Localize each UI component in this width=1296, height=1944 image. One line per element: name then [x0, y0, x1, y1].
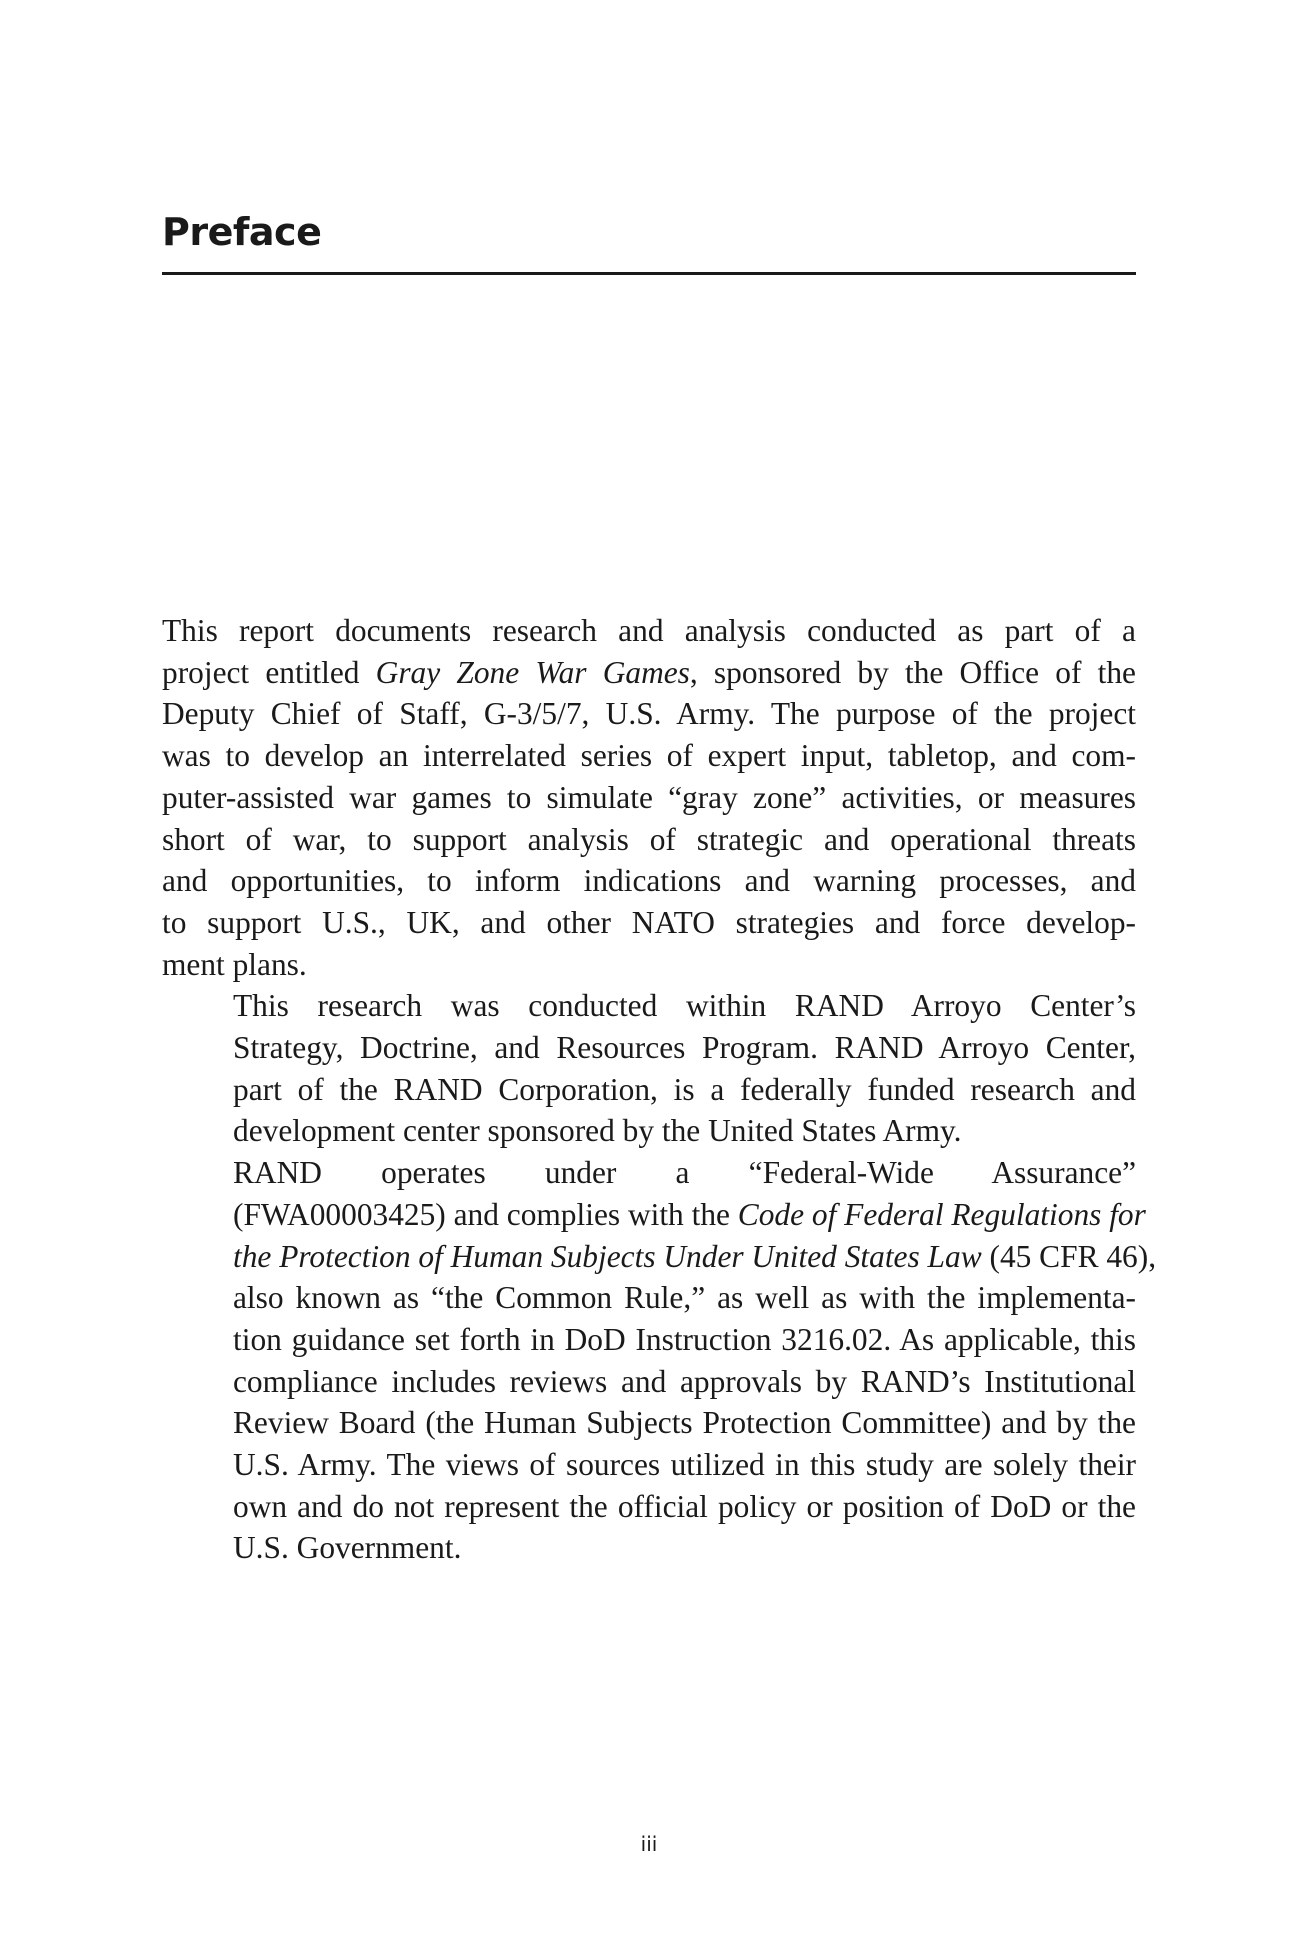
- text-line: [162, 902, 1136, 944]
- text-line: [162, 985, 1136, 1027]
- text-segment: was to develop an interrelated series of expert input, tabletop, and com-: [162, 738, 1136, 774]
- text-segment: to support U.S., UK, and other NATO strategies and force develop-: [162, 904, 1136, 940]
- text-segment: and opportunities, to inform indications and warning processes, and: [162, 863, 1136, 899]
- page-number: iii: [640, 1832, 658, 1856]
- italic-title: the Protection of Human Subjects Under United States Law: [233, 1238, 982, 1274]
- text-line: [162, 1069, 1136, 1111]
- paragraph-1: [162, 610, 1136, 985]
- text-segment: Deputy Chief of Staff, G-3/5/7, U.S. Army. The purpose of the project: [162, 696, 1136, 732]
- text-line: [162, 777, 1136, 819]
- text-segment: project entitled: [162, 654, 376, 690]
- document-page: [162, 0, 1157, 1944]
- text-segment: compliance includes reviews and approvals by RAND’s Institutional: [233, 1363, 1136, 1399]
- text-line: [162, 1319, 1136, 1361]
- text-segment: also known as “the Common Rule,” as well as with the implementa-: [233, 1280, 1136, 1316]
- text-segment: own and do not represent the official policy or position of DoD or the: [233, 1488, 1136, 1524]
- text-segment: (FWA00003425) and complies with the: [233, 1196, 738, 1232]
- text-line: [162, 1194, 1146, 1236]
- text-line: [162, 735, 1136, 777]
- text-line: [162, 1361, 1136, 1403]
- text-line: [162, 1527, 1136, 1569]
- paragraph-3: [162, 1152, 1157, 1569]
- page-title: Preface: [162, 210, 322, 254]
- text-segment: RAND operates under a “Federal-Wide Assurance”: [233, 1155, 1136, 1191]
- italic-title: Gray Zone War Games: [375, 654, 690, 690]
- text-segment: part of the RAND Corporation, is a federally funded research and: [233, 1071, 1136, 1107]
- italic-title: Code of Federal Regulations for: [737, 1196, 1146, 1232]
- text-line: [162, 944, 1136, 986]
- text-line: [162, 1402, 1136, 1444]
- text-segment: This report documents research and analysis conducted as part of a: [162, 613, 1136, 648]
- text-line: [162, 1486, 1136, 1528]
- paragraph-2: [162, 985, 1136, 1152]
- text-segment: tion guidance set forth in DoD Instruction 3216.02. As applicable, this: [233, 1321, 1136, 1357]
- text-line: [162, 819, 1136, 861]
- text-line: [162, 1277, 1136, 1319]
- text-segment: This research was conducted within RAND Arroyo Center’s: [233, 988, 1136, 1024]
- text-segment: short of war, to support analysis of strategic and operational threats: [162, 821, 1136, 857]
- text-segment: puter-assisted war games to simulate “gray zone” activities, or measures: [162, 779, 1136, 815]
- text-segment: ment plans.: [162, 946, 307, 982]
- title-rule: [162, 272, 1136, 275]
- text-line: [162, 652, 1136, 694]
- text-segment: (45 CFR 46),: [981, 1238, 1157, 1274]
- text-line: [162, 610, 1136, 652]
- text-segment: , sponsored by the Office of the: [689, 654, 1136, 690]
- text-segment: development center sponsored by the United States Army.: [233, 1113, 962, 1149]
- text-line: [162, 1236, 1157, 1278]
- text-segment: Strategy, Doctrine, and Resources Program. RAND Arroyo Center,: [233, 1030, 1136, 1066]
- text-segment: U.S. Army. The views of sources utilized in this study are solely their: [233, 1447, 1136, 1483]
- text-line: [162, 1110, 1136, 1152]
- text-line: [162, 1152, 1136, 1194]
- text-segment: Review Board (the Human Subjects Protection Committee) and by the: [233, 1405, 1136, 1441]
- text-line: [162, 860, 1136, 902]
- text-line: [162, 1027, 1136, 1069]
- text-segment: U.S. Government.: [233, 1530, 462, 1566]
- text-line: [162, 1444, 1136, 1486]
- text-line: [162, 693, 1136, 735]
- body-text: [162, 610, 1157, 1569]
